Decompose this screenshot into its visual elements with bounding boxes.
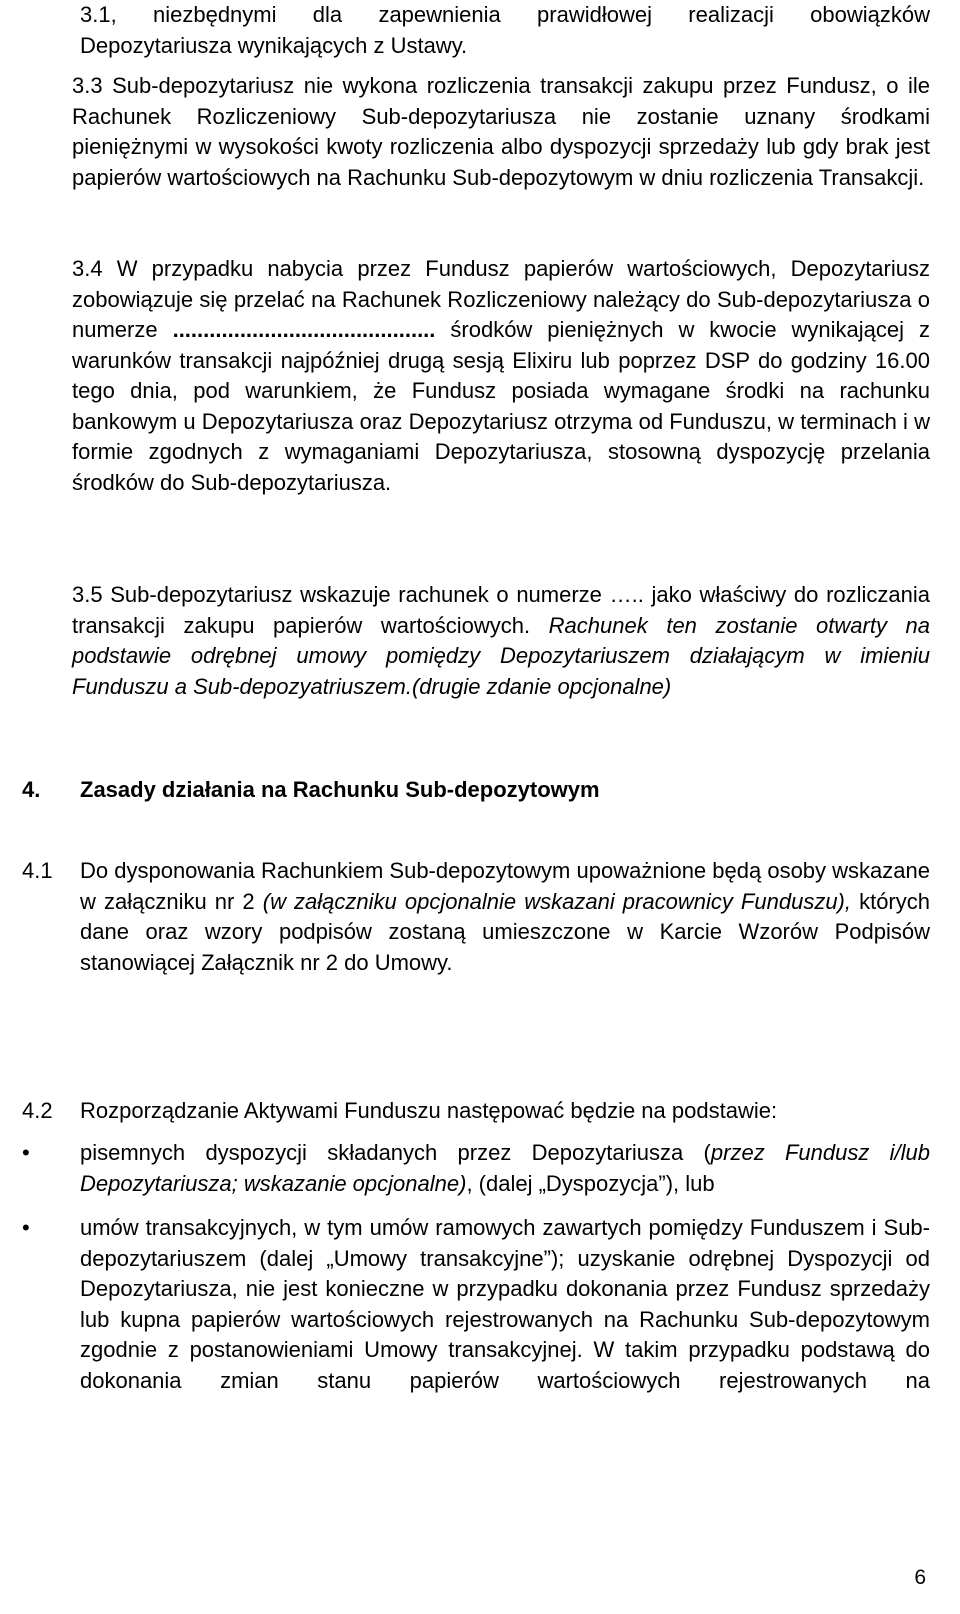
bullet-2-icon: • bbox=[22, 1215, 30, 1240]
section-heading-title: Zasady działania na Rachunku Sub-depozytowym bbox=[80, 777, 600, 802]
paragraph-4-2-number: 4.2 bbox=[22, 1098, 53, 1123]
paragraph-3-1-line1: 3.1, niezbędnymi dla zapewnienia prawidłowej realizacji obowiązków bbox=[80, 2, 930, 27]
paragraph-4-1-part-b: (w załączniku opcjonalnie wskazani pracownicy Funduszu), bbox=[262, 888, 851, 914]
bullet-1-part-b: przez Fundusz i/lub Depozytariusza; wskazanie opcjonalne) bbox=[80, 1140, 930, 1196]
paragraph-4-1-number: 4.1 bbox=[22, 858, 53, 883]
paragraph-3-4-dots: ........................................... bbox=[172, 317, 436, 342]
paragraph-4-2: Rozporządzanie Aktywami Funduszu następować będzie na podstawie: bbox=[80, 1098, 778, 1123]
paragraph-3-3: 3.3 Sub-depozytariusz nie wykona rozliczenia transakcji zakupu przez Fundusz, o ile Rachunek Rozliczeniowy Sub-depozytariusza nie zostanie uznany środkami pieniężnymi w wysokości kwoty rozliczenia albo dyspozycji sprzedaży lub gdy brak jest papierów wartościowych na Rachunku Sub-depozytowym w dniu rozliczenia Transakcji. bbox=[72, 73, 930, 190]
section-heading-4 bbox=[22, 775, 40, 806]
paragraph-3-1-line2: Depozytariusza wynikających z Ustawy. bbox=[80, 33, 468, 58]
paragraph-4-1-part-c: których dane oraz wzory podpisów zostaną umieszczone w Karcie Wzorów Podpisów stanowiącej Załącznik nr 2 do Umowy. bbox=[80, 888, 930, 975]
bullet-1-part-a: pisemnych dyspozycji składanych przez Depozytariusza ( bbox=[80, 1140, 711, 1165]
bullet-1-icon: • bbox=[22, 1140, 30, 1165]
bullet-1-text bbox=[80, 1138, 930, 1199]
paragraph-3-4-part-a: 3.4 W przypadku nabycia przez Fundusz papierów wartościowych, Depozytariusz zobowiązuje się przelać na Rachunek Rozliczeniowy należący do Sub-depozytariusza o numerze bbox=[72, 256, 930, 342]
paragraph-3-5-part-b: Rachunek ten zostanie otwarty na podstawie odrębnej umowy pomiędzy Depozytariuszem działającym w imieniu Funduszu a Sub-depozyatriuszem.(drugie zdanie opcjonalne) bbox=[72, 612, 931, 699]
paragraph-4-1-part-a: Do dysponowania Rachunkiem Sub-depozytowym upoważnione będą osoby wskazane w załączniku nr 2 bbox=[80, 858, 930, 914]
bullet-1-part-c: , (dalej „Dyspozycja”), lub bbox=[466, 1170, 715, 1196]
paragraph-3-4 bbox=[72, 254, 930, 498]
paragraph-3-5 bbox=[72, 580, 930, 702]
section-heading-number: 4. bbox=[22, 777, 41, 802]
bullet-2-text: umów transakcyjnych, w tym umów ramowych zawartych pomiędzy Funduszem i Sub-depozytariuszem (dalej „Umowy transakcyjne”); uzyskanie odrębnej Dyspozycji od Depozytariusza, nie jest konieczne w przypadku dokonania przez Fundusz sprzedaży lub kupna papierów wartościowych rejestrowanych na Rachunku Sub-depozytowym zgodnie z postanowieniami Umowy transakcyjnej. W takim przypadku podstawą do dokonania zmian stanu papierów wartościowych rejestrowanych na bbox=[80, 1215, 930, 1393]
paragraph-4-1 bbox=[80, 856, 930, 978]
paragraph-3-4-part-b: środków pieniężnych w kwocie wynikającej z warunków transakcji najpóźniej drugą sesją Elixiru lub poprzez DSP do godziny 16.00 tego dnia, pod warunkiem, że Fundusz posiada wymagane środki na rachunku bankowym u Depozytariusza oraz Depozytariusz otrzyma od Funduszu, w terminach i w formie zgodnych z wymaganiami Depozytariusza, stosowną dyspozycję przelania środków do Sub-depozytariusza. bbox=[72, 317, 930, 495]
page-number: 6 bbox=[914, 1566, 926, 1589]
paragraph-3-5-part-a: 3.5 Sub-depozytariusz wskazuje rachunek o numerze ….. jako właściwy do rozliczania transakcji zakupu papierów wartościowych. bbox=[72, 582, 930, 638]
